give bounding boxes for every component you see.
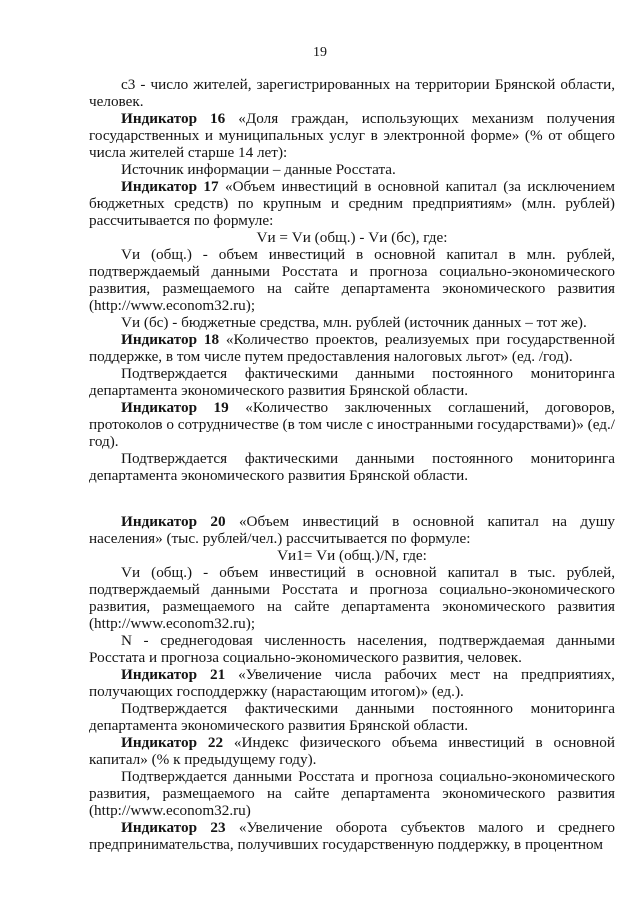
paragraph <box>89 450 615 484</box>
paragraph <box>89 700 615 734</box>
paragraph-text: «Доля граждан, использующих механизм получения государственных и муниципальных услуг в электронной форме» (% от общего числа жителей старше 14 лет): <box>89 110 615 161</box>
paragraph <box>89 161 615 178</box>
paragraph <box>89 734 615 768</box>
paragraph <box>89 513 615 547</box>
paragraph <box>89 76 615 110</box>
paragraph-text: N - среднегодовая численность населения, подтверждаемая данными Росстата и прогноза социально-экономического развития, человек. <box>89 632 615 666</box>
paragraph <box>89 666 615 700</box>
paragraph <box>89 819 615 853</box>
paragraph-text: с3 - число жителей, зарегистрированных на территории Брянской области, человек. <box>89 76 615 110</box>
paragraph-text: «Увеличение числа рабочих мест на предприятиях, получающих господдержку (нарастающим итогом)» (ед.). <box>89 666 615 700</box>
paragraph-text: «Количество заключенных соглашений, договоров, протоколов о сотрудничестве (в том числе с иностранными государствами)» (ед./год). <box>89 399 615 450</box>
page-number: 19 <box>313 45 327 60</box>
paragraph-text: Vи (бс) - бюджетные средства, млн. рублей (источник данных – тот же). <box>121 314 587 331</box>
indicator-label: Индикатор 17 <box>121 178 219 195</box>
paragraph-text: «Объем инвестиций в основной капитал на душу населения» (тыс. рублей/чел.) рассчитывается по формуле: <box>89 513 615 547</box>
formula-line <box>89 547 615 564</box>
document-body <box>89 76 615 853</box>
paragraph-gap <box>89 484 615 513</box>
indicator-label: Индикатор 22 <box>121 734 224 751</box>
paragraph-text: Подтверждается фактическими данными постоянного мониторинга департамента экономического развития Брянской области. <box>89 365 615 399</box>
paragraph-text: «Индекс физического объема инвестиций в основной капитал» (% к предыдущему году). <box>89 734 615 768</box>
paragraph-text: Подтверждается фактическими данными постоянного мониторинга департамента экономического развития Брянской области. <box>89 450 615 484</box>
paragraph <box>89 314 615 331</box>
indicator-label: Индикатор 19 <box>121 399 229 416</box>
paragraph <box>89 331 615 365</box>
paragraph-text: Vи (общ.) - объем инвестиций в основной капитал в тыс. рублей, подтверждаемый данными Росстата и прогноза социально-экономического развития, размещаемого на сайте департамента экономического развития (http://www.econom32.ru); <box>89 564 615 632</box>
paragraph <box>89 632 615 666</box>
paragraph <box>89 399 615 450</box>
paragraph <box>89 365 615 399</box>
paragraph-text: «Увеличение оборота субъектов малого и среднего предпринимательства, получивших государственную поддержку, в процентном <box>89 819 615 853</box>
paragraph-text: «Объем инвестиций в основной капитал (за исключением бюджетных средств) по крупным и средним предприятиям» (млн. рублей) рассчитывается по формуле: <box>89 178 615 229</box>
formula-line <box>89 229 615 246</box>
indicator-label: Индикатор 18 <box>121 331 220 348</box>
paragraph-text: «Количество проектов, реализуемых при государственной поддержке, в том числе путем предоставления налоговых льгот» (ед. /год). <box>89 331 615 365</box>
paragraph <box>89 564 615 632</box>
indicator-label: Индикатор 21 <box>121 666 226 683</box>
paragraph-text: Vи (общ.) - объем инвестиций в основной капитал в млн. рублей, подтверждаемый данными Росстата и прогноза социально-экономического развития, размещаемого на сайте департамента экономического развития (http://www.econom32.ru); <box>89 246 615 314</box>
indicator-label: Индикатор 20 <box>121 513 226 530</box>
indicator-label: Индикатор 23 <box>121 819 226 836</box>
paragraph-text: Vи1= Vи (общ.)/N, где: <box>277 547 427 564</box>
paragraph <box>89 110 615 161</box>
indicator-label: Индикатор 16 <box>121 110 226 127</box>
paragraph <box>89 768 615 819</box>
paragraph <box>89 246 615 314</box>
paragraph-text: Подтверждается фактическими данными постоянного мониторинга департамента экономического развития Брянской области. <box>89 700 615 734</box>
paragraph-text: Подтверждается данными Росстата и прогноза социально-экономического развития, размещаемого на сайте департамента экономического развития (http://www.econom32.ru) <box>89 768 615 819</box>
paragraph-text: Источник информации – данные Росстата. <box>121 161 396 178</box>
paragraph-text: Vи = Vи (общ.) - Vи (бс), где: <box>256 229 448 246</box>
paragraph <box>89 178 615 229</box>
